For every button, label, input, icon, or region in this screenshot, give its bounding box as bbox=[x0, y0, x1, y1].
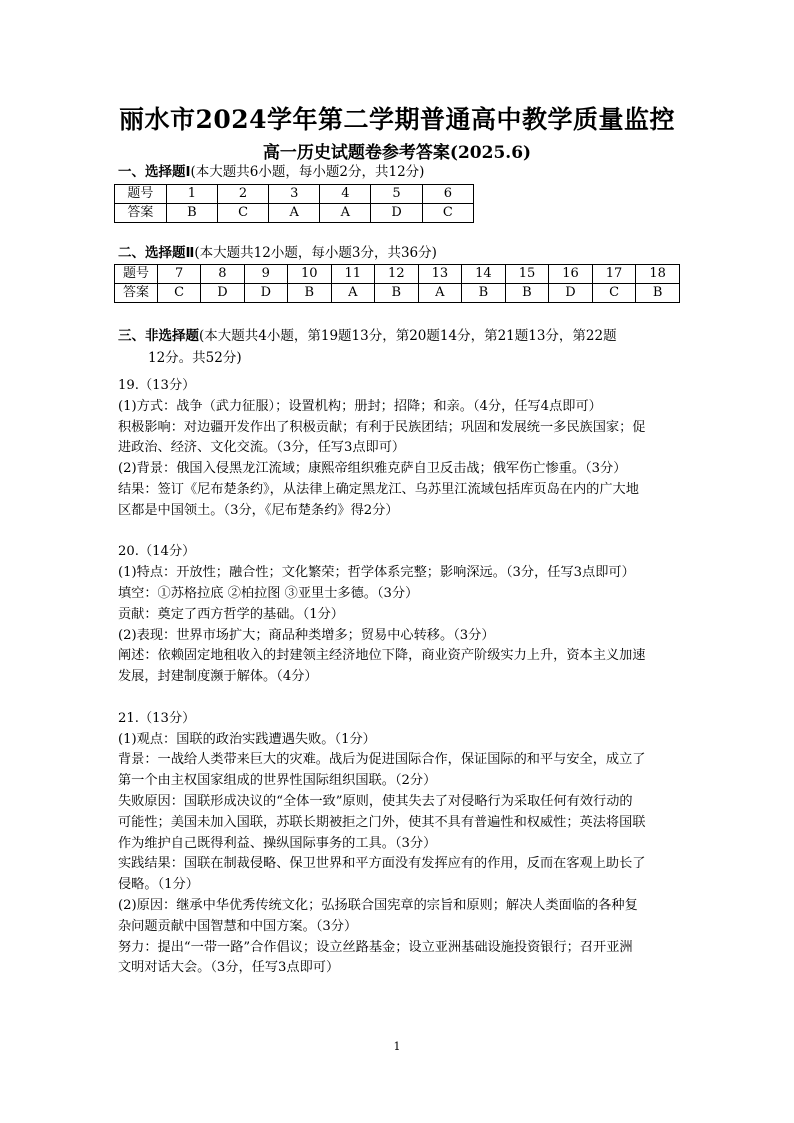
answer-cell: C bbox=[157, 284, 200, 303]
answer-cell: B bbox=[636, 284, 680, 303]
question-number: 3 bbox=[269, 185, 320, 204]
answer-cell: B bbox=[375, 284, 419, 303]
section3-heading-continued: 12分。共52分) bbox=[148, 350, 242, 366]
question-number: 11 bbox=[331, 265, 375, 284]
section3-label: 三、非选择题 bbox=[118, 328, 199, 344]
spacer bbox=[118, 688, 678, 709]
answer-line: 填空：①苏格拉底 ②柏拉图 ③亚里士多德。（3分） bbox=[118, 585, 419, 601]
section2-note: (本大题共12小题，每小题3分，共36分) bbox=[194, 245, 437, 261]
answer-cell: C bbox=[422, 204, 473, 223]
table-row bbox=[115, 185, 474, 204]
row-label-answer: 答案 bbox=[115, 284, 158, 303]
question-number: 18 bbox=[636, 265, 680, 284]
row-label-question-number: 题号 bbox=[115, 185, 167, 204]
section2-label: 二、选择题Ⅱ bbox=[118, 245, 195, 261]
table-row bbox=[115, 265, 680, 284]
answer-line: 贡献：奠定了西方哲学的基础。（1分） bbox=[118, 606, 344, 622]
answer-cell: A bbox=[320, 204, 371, 223]
answer-line: 进政治、经济、文化交流。（3分，任写3点即可） bbox=[118, 440, 406, 456]
section2-heading bbox=[118, 245, 437, 261]
answer-line: 区都是中国领土。（3分，《尼布楚条约》得2分） bbox=[118, 502, 399, 518]
answer-line: (1)观点：国联的政治实践遭遇失败。（1分） bbox=[118, 731, 376, 747]
answer-line: 文明对话大会。（3分，任写3点即可） bbox=[118, 960, 340, 976]
answer-cell: D bbox=[371, 204, 422, 223]
question-number: 15 bbox=[505, 265, 549, 284]
question-number: 14 bbox=[462, 265, 506, 284]
answer-cell: B bbox=[505, 284, 549, 303]
question-number: 5 bbox=[371, 185, 422, 204]
question-number: 1 bbox=[166, 185, 217, 204]
spacer bbox=[118, 522, 678, 543]
answer-cell: B bbox=[287, 284, 331, 303]
answer-line: 侵略。（1分） bbox=[118, 877, 199, 893]
answer-line: 作为维护自己既得利益、操纵国际事务的工具。（3分） bbox=[118, 835, 437, 851]
question-number: 10 bbox=[287, 265, 331, 284]
answer-line: 失败原因：国联形成决议的“全体一致”原则，使其失去了对侵略行为采取任何有效行动的 bbox=[118, 793, 633, 809]
answer-line: (2)背景：俄国入侵黑龙江流域；康熙帝组织雅克萨自卫反击战；俄军伤亡惨重。（3分） bbox=[118, 461, 627, 477]
answer-cell: A bbox=[269, 204, 320, 223]
question-number: 4 bbox=[320, 185, 371, 204]
answer-cell: C bbox=[592, 284, 636, 303]
question-number: 6 bbox=[422, 185, 473, 204]
answer-line: 努力：提出“一带一路”合作倡议；设立丝路基金；设立亚洲基础设施投资银行；召开亚洲 bbox=[118, 939, 633, 955]
answer-line: 阐述：依赖固定地租收入的封建领主经济地位下降，商业资产阶级实力上升，资本主义加速 bbox=[118, 648, 646, 664]
table-row bbox=[115, 284, 680, 303]
answer-cell: D bbox=[201, 284, 244, 303]
answer-line: (1)方式：战争（武力征服）；设置机构；册封；招降；和亲。（4分，任写4点即可） bbox=[118, 398, 602, 414]
section2-answer-table bbox=[114, 264, 680, 303]
answer-line: 21.（13分） bbox=[118, 710, 196, 726]
section1-answer-table bbox=[114, 184, 474, 223]
answer-body bbox=[118, 376, 678, 979]
row-label-question-number: 题号 bbox=[115, 265, 158, 284]
answer-line: 积极影响：对边疆开发作出了积极贡献；有利于民族团结；巩固和发展统一多民族国家；促 bbox=[118, 419, 646, 435]
question-number: 12 bbox=[375, 265, 419, 284]
answer-cell: A bbox=[418, 284, 462, 303]
answer-line: (2)原因：继承中华优秀传统文化；弘扬联合国宪章的宗旨和原则；解决人类面临的各种复 bbox=[118, 897, 638, 913]
answer-cell: D bbox=[244, 284, 287, 303]
answer-line: 可能性；美国未加入国联，苏联长期被拒之门外，使其不具有普遍性和权威性；英法将国联 bbox=[118, 814, 646, 830]
answer-line: (2)表现：世界市场扩大；商品种类增多；贸易中心转移。（3分） bbox=[118, 627, 495, 643]
answer-line: (1)特点：开放性；融合性；文化繁荣；哲学体系完整；影响深远。（3分，任写3点即可） bbox=[118, 565, 635, 581]
answer-line: 发展，封建制度濒于解体。（4分） bbox=[118, 669, 318, 685]
answer-line: 第一个由主权国家组成的世界性国际组织国联。（2分） bbox=[118, 773, 437, 789]
answer-line: 实践结果：国联在制裁侵略、保卫世界和平方面没有发挥应有的作用，反而在客观上助长了 bbox=[118, 856, 646, 872]
section3-note: (本大题共4小题，第19题13分，第20题14分，第21题13分，第22题 bbox=[199, 328, 617, 344]
question-number: 9 bbox=[244, 265, 287, 284]
row-label-answer: 答案 bbox=[115, 204, 167, 223]
question-number: 16 bbox=[549, 265, 593, 284]
question-number: 17 bbox=[592, 265, 636, 284]
question-number: 8 bbox=[201, 265, 244, 284]
answer-cell: B bbox=[462, 284, 506, 303]
page-subtitle: 高一历史试题卷参考答案(2025.6) bbox=[262, 143, 532, 163]
answer-cell: D bbox=[549, 284, 593, 303]
answer-cell: C bbox=[217, 204, 268, 223]
answer-line: 杂问题贡献中国智慧和中国方案。（3分） bbox=[118, 918, 358, 934]
section3-heading bbox=[118, 328, 617, 344]
answer-line: 结果：签订《尼布楚条约》，从法律上确定黑龙江、乌苏里江流域包括库页岛在内的广大地 bbox=[118, 481, 639, 497]
question-number: 7 bbox=[157, 265, 200, 284]
answer-line: 背景：一战给人类带来巨大的灾难。战后为促进国际合作，保证国际的和平与安全，成立了 bbox=[118, 752, 646, 768]
question-number: 2 bbox=[217, 185, 268, 204]
answer-cell: A bbox=[331, 284, 375, 303]
question-number: 13 bbox=[418, 265, 462, 284]
answer-line: 19.（13分） bbox=[118, 378, 196, 393]
section1-heading bbox=[118, 164, 424, 180]
answer-cell: B bbox=[166, 204, 217, 223]
page-title: 丽水市2024学年第二学期普通高中教学质量监控 bbox=[118, 105, 676, 134]
page-number: 1 bbox=[393, 1040, 401, 1053]
section1-label: 一、选择题Ⅰ bbox=[118, 164, 191, 180]
answer-line: 20.（14分） bbox=[118, 544, 196, 560]
table-row bbox=[115, 204, 474, 223]
section1-note: (本大题共6小题，每小题2分，共12分) bbox=[190, 164, 425, 180]
